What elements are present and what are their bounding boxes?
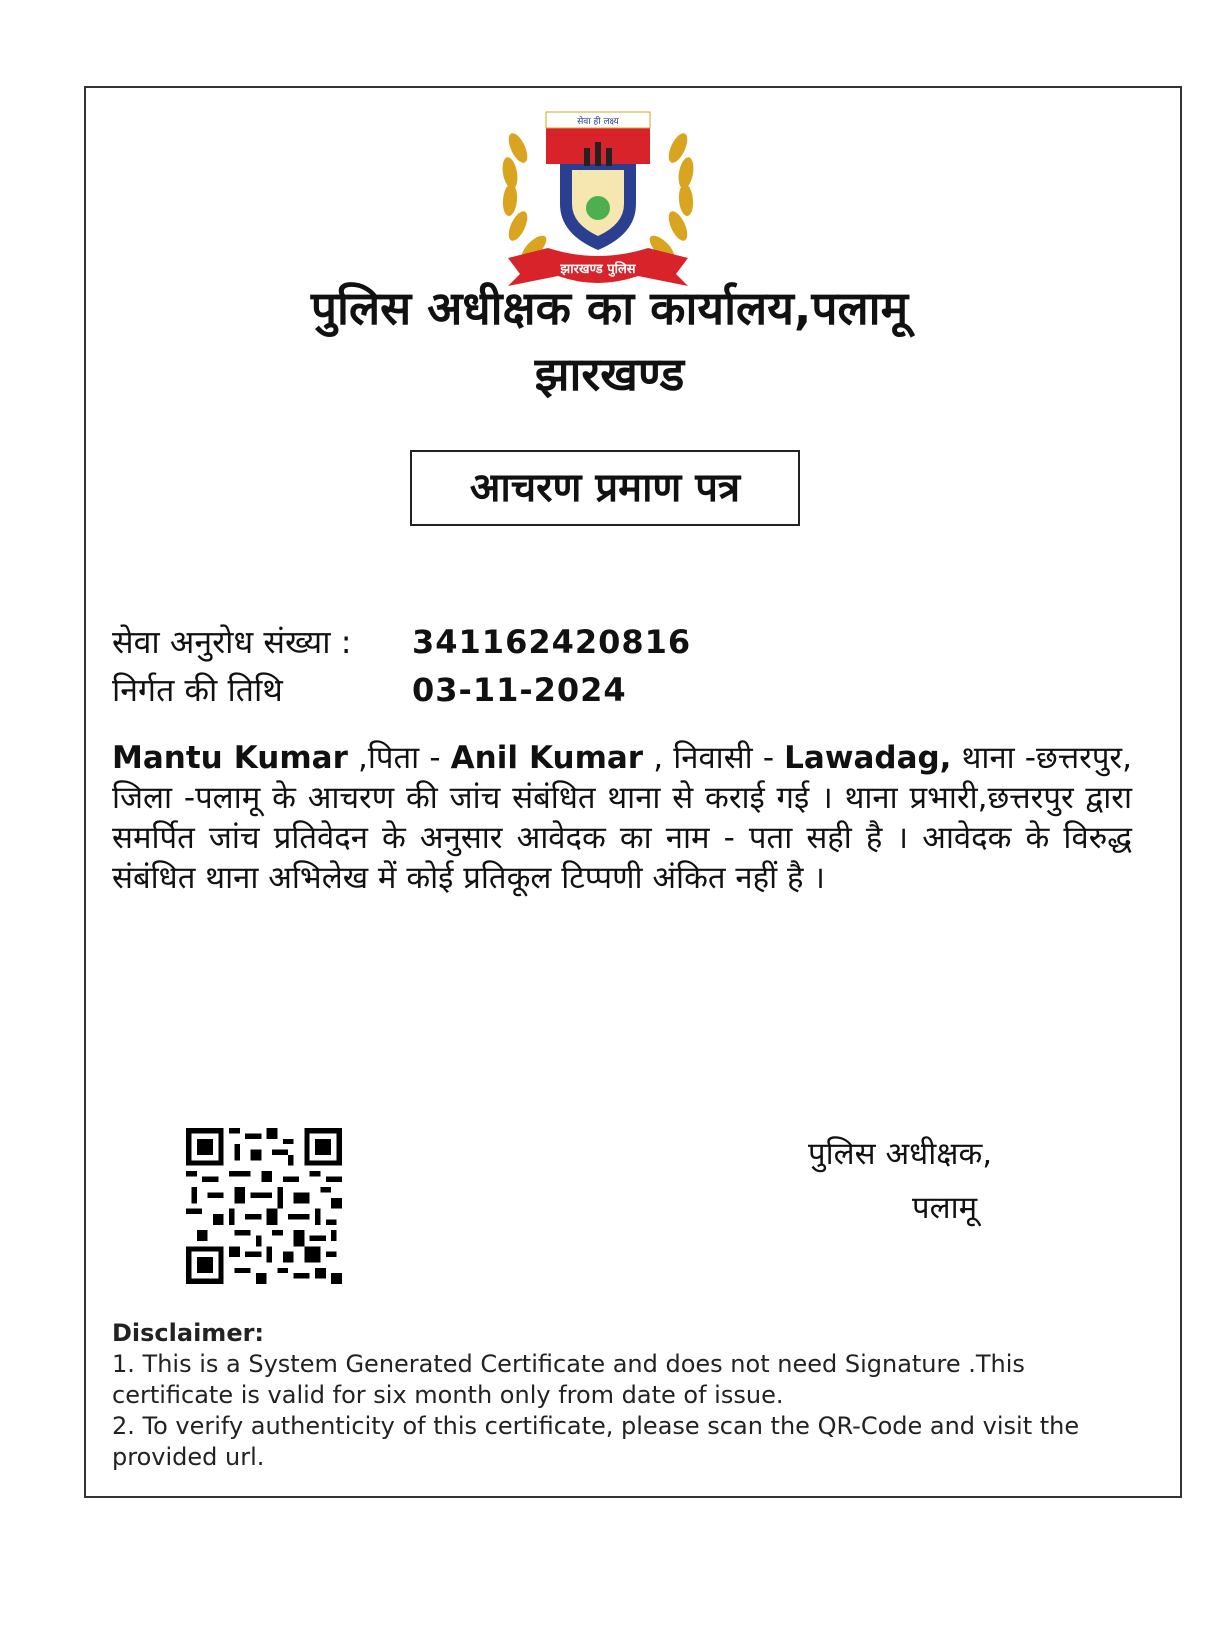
applicant-name: Mantu Kumar [112, 740, 348, 776]
state-title: झारखण्ड [534, 347, 685, 401]
request-number-label: सेवा अनुरोध संख्या : [112, 623, 352, 661]
issue-date-label: निर्गत की तिथि [112, 671, 283, 709]
disclaimer-line-2: 2. To verify authenticity of this certificate, please scan the QR-Code and visit the provided url. [112, 1412, 1080, 1471]
office-title: पुलिस अधीक्षक का कार्यालय,पलामू [310, 281, 909, 335]
issue-date-row [112, 668, 627, 712]
issue-date: 03-11-2024 [412, 671, 627, 709]
svg-text:झारखण्ड पुलिस: झारखण्ड पुलिस [560, 262, 636, 277]
certificate-body [112, 738, 1132, 898]
disclaimer-line-1: 1. This is a System Generated Certificate and does not need Signature .This certificate is valid for six month only from date of issue. [112, 1350, 1025, 1409]
village-name: Lawadag, [784, 740, 952, 776]
father-label: ,पिता - [347, 740, 451, 776]
disclaimer-heading: Disclaimer: [112, 1319, 265, 1347]
jharkhand-police-emblem [488, 108, 708, 298]
verification-qr-code[interactable] [186, 1128, 342, 1284]
request-number-row [112, 620, 691, 664]
signatory-place: पलामू [912, 1190, 978, 1226]
body-paragraph: थाना -छत्तरपुर, जिला -पलामू के आचरण की जांच संबंधित थाना से कराई गई । थाना प्रभारी,छत्तरपुर द्वारा समर्पित जांच प्रतिवेदन के अनुसार आवेदक का नाम - पता सही है । आवेदक के विरुद्ध संबंधित थाना अभिलेख में कोई प्रतिकूल टिप्पणी अंकित नहीं है । [112, 740, 1133, 896]
residence-label: , निवासी - [643, 740, 785, 776]
disclaimer [112, 1318, 1112, 1473]
signatory-designation: पुलिस अधीक्षक, [808, 1136, 993, 1172]
certificate-title: आचरण प्रमाण पत्र [410, 450, 800, 526]
svg-text:सेवा ही लक्ष्य: सेवा ही लक्ष्य [577, 117, 619, 127]
request-number: 341162420816 [412, 623, 692, 661]
father-name: Anil Kumar [450, 740, 644, 776]
